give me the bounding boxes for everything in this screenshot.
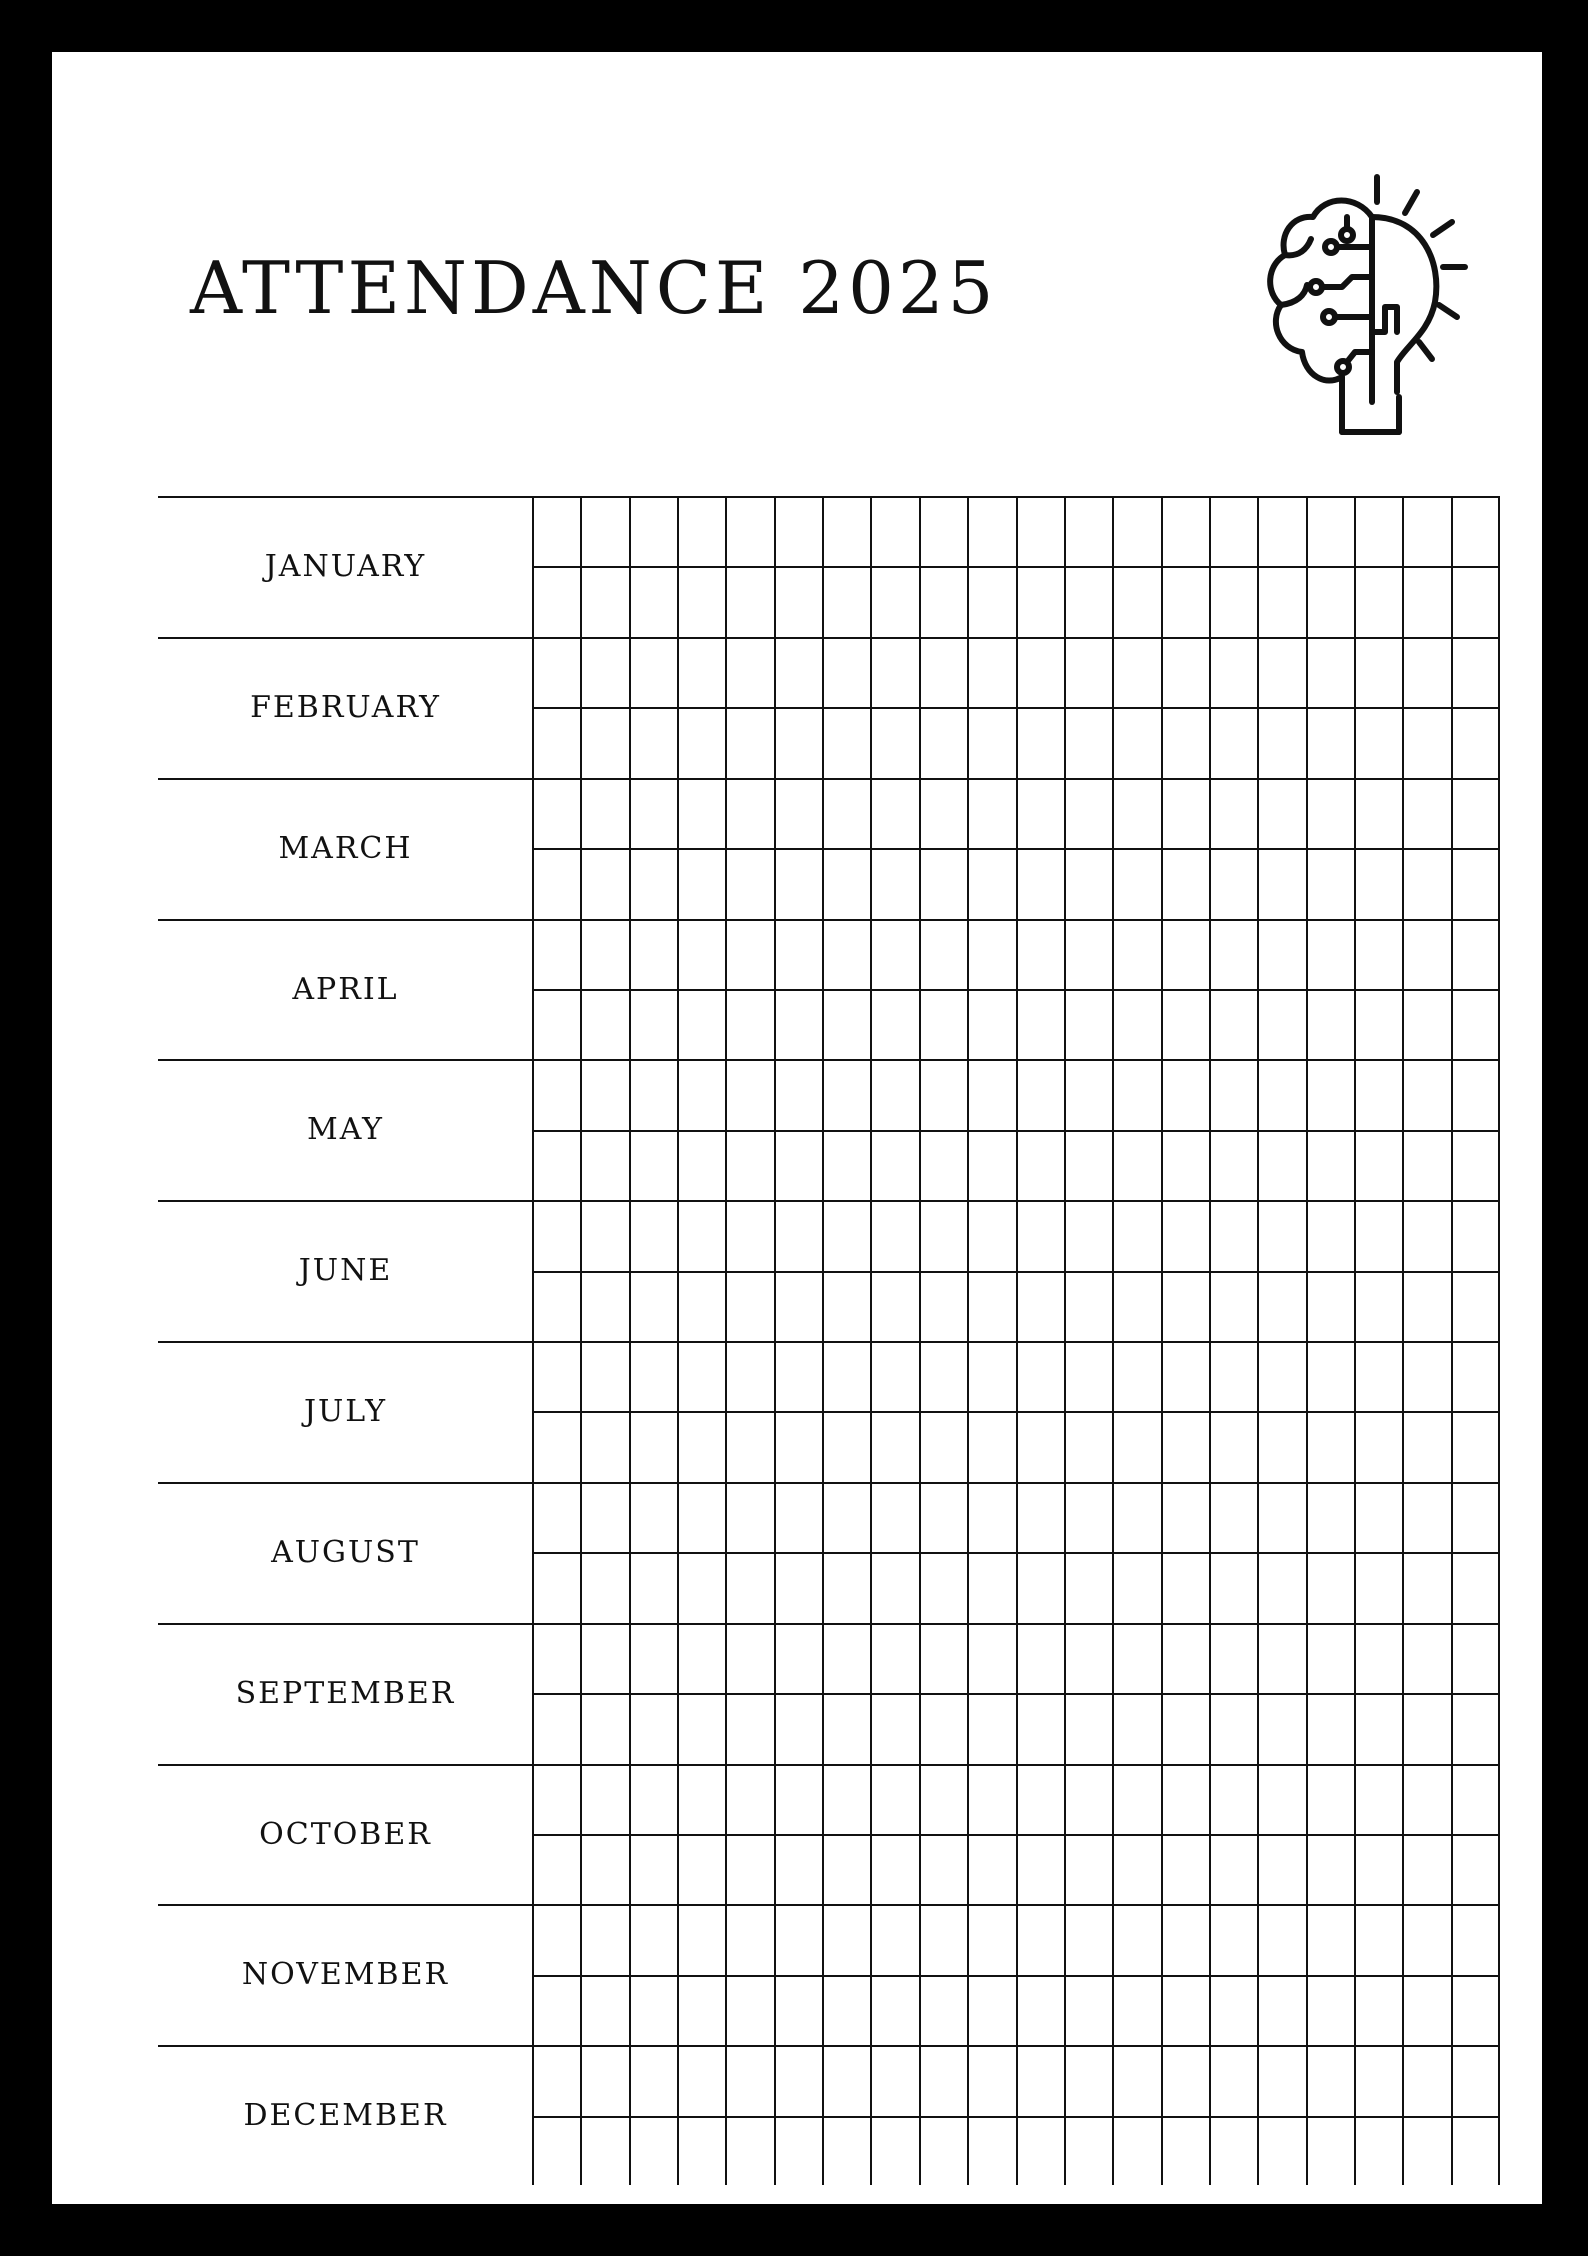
month-label-january: JANUARY bbox=[264, 549, 427, 584]
month-label-february: FEBRUARY bbox=[250, 690, 441, 725]
month-label-september: SEPTEMBER bbox=[235, 1676, 456, 1711]
page-title: ATTENDANCE 2025 bbox=[190, 246, 998, 330]
month-label-december: DECEMBER bbox=[243, 2098, 448, 2133]
attendance-sheet bbox=[52, 52, 1542, 2204]
month-label-may: MAY bbox=[307, 1112, 384, 1147]
month-label-july: JULY bbox=[303, 1394, 388, 1429]
month-label-april: APRIL bbox=[292, 972, 399, 1007]
month-label-october: OCTOBER bbox=[259, 1817, 432, 1852]
month-label-march: MARCH bbox=[278, 831, 413, 866]
month-label-november: NOVEMBER bbox=[241, 1957, 450, 1992]
brain-lightbulb-icon bbox=[1207, 117, 1497, 457]
month-label-june: JUNE bbox=[298, 1253, 393, 1288]
attendance-grid bbox=[158, 496, 1500, 2186]
month-label-august: AUGUST bbox=[271, 1535, 420, 1570]
